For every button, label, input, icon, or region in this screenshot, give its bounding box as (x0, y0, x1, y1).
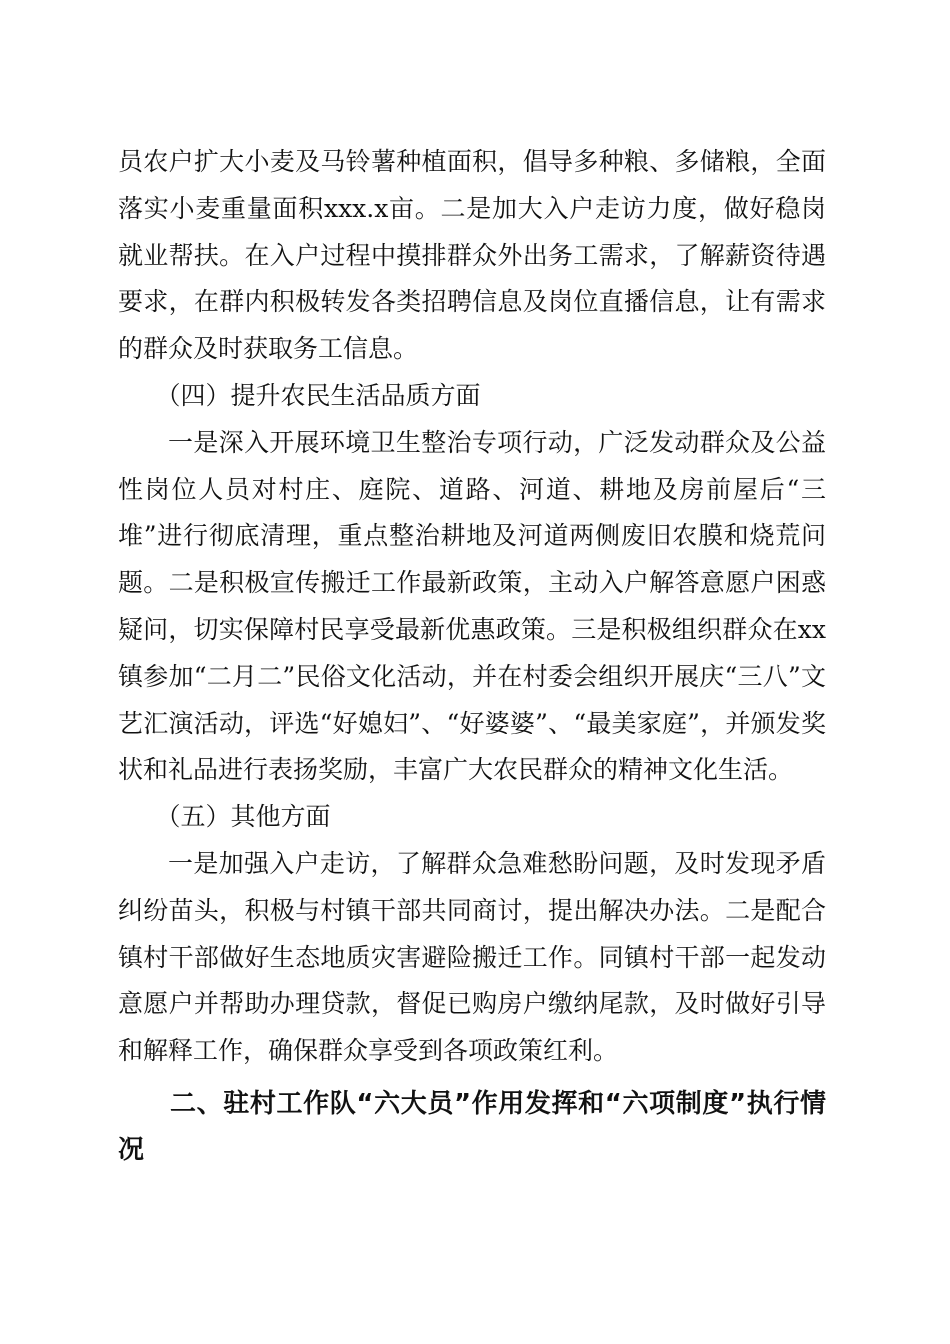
paragraph-continuation: 员农户扩大小麦及马铃薯种植面积，倡导多种粮、多储粮，全面落实小麦重量面积xxx.x亩。二是加大入户走访力度，做好稳岗就业帮扶。在入户过程中摸排群众外出务工需求，了解薪资待遇要求，在群内积极转发各类招聘信息及岗位直播信息，让有需求的群众及时获取务工信息。 (118, 147, 826, 364)
section-heading-two: 二、驻村工作队“六大员”作用发挥和“六项制度”执行情况 (118, 1088, 826, 1165)
subheading-five: （五）其他方面 (155, 802, 331, 832)
document-body (118, 139, 826, 1173)
paragraph-other-aspects: 一是加强入户走访，了解群众急难愁盼问题，及时发现矛盾纠纷苗头，积极与村镇干部共同商讨，提出解决办法。二是配合镇村干部做好生态地质灾害避险搬迁工作。同镇村干部一起发动意愿户并帮助办理贷款，督促已购房户缴纳尾款，及时做好引导和解释工作，确保群众享受到各项政策红利。 (118, 848, 826, 1066)
subheading-four: （四）提升农民生活品质方面 (155, 380, 481, 410)
paragraph-living-quality: 一是深入开展环境卫生整治专项行动，广泛发动群众及公益性岗位人员对村庄、庭院、道路、河道、耕地及房前屋后“三堆”进行彻底清理，重点整治耕地及河道两侧废旧农膜和烧荒问题。二是积极宣传搬迁工作最新政策，主动入户解答意愿户困惑疑问，切实保障村民享受最新优惠政策。三是积极组织群众在xx镇参加“二月二”民俗文化活动，并在村委会组织开展庆“三八”文艺汇演活动，评选“好媳妇”、“好婆婆”、“最美家庭”，并颁发奖状和礼品进行表扬奖励，丰富广大农民群众的精神文化生活。 (118, 427, 826, 785)
